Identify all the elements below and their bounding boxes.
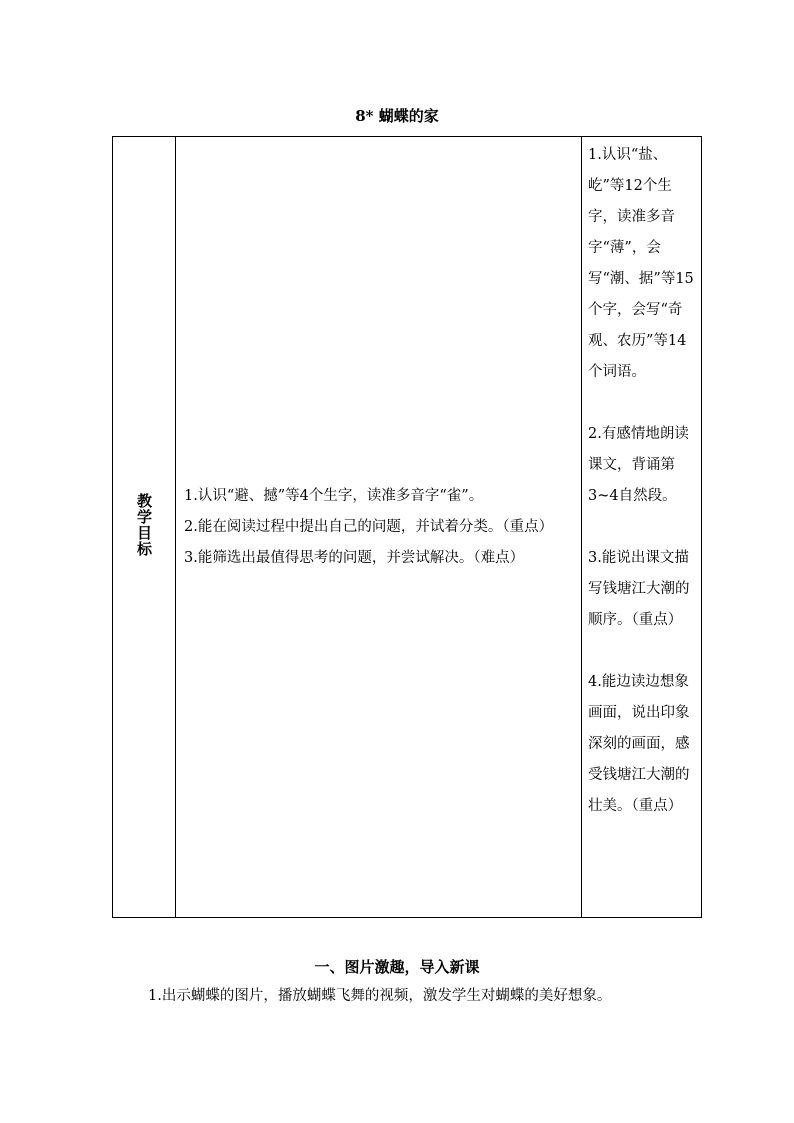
document-title: 8* 蝴蝶的家 — [355, 107, 439, 125]
table-row — [113, 137, 702, 918]
right-goal-1: 1.认识“盐、屹”等12个生字，读准多音字“薄”，会写“潮、据”等15个字，会写“奇观、农历”等14个词语。 — [588, 147, 694, 380]
middle-goal-3: 3.能筛选出最值得思考的问题，并尝试解决。（难点） — [184, 549, 525, 566]
right-goal-4: 4.能边读边想象画面，说出印象深刻的画面，感受钱塘江大潮的壮美。（重点） — [588, 674, 690, 814]
goals-label: 教学目标 — [135, 493, 153, 557]
middle-goal-2: 2.能在阅读过程中提出自己的问题，并试着分类。（重点） — [184, 518, 554, 535]
right-goal-3: 3.能说出课文描写钱塘江大潮的顺序。（重点） — [588, 550, 690, 628]
goals-right-cell — [582, 137, 702, 918]
section-heading: 一、图片激趣，导入新课 — [314, 958, 480, 976]
teaching-goals-table — [112, 136, 702, 918]
right-goal-2: 2.有感情地朗读课文，背诵第3~4自然段。 — [588, 426, 689, 504]
goals-label-cell — [113, 137, 176, 918]
goals-middle-cell — [176, 137, 582, 918]
section-paragraph: 1.出示蝴蝶的图片，播放蝴蝶飞舞的视频，激发学生对蝴蝶的美好想象。 — [148, 988, 612, 1004]
middle-goal-1: 1.认识“避、撼”等4个生字，读准多音字“雀”。 — [184, 487, 484, 504]
